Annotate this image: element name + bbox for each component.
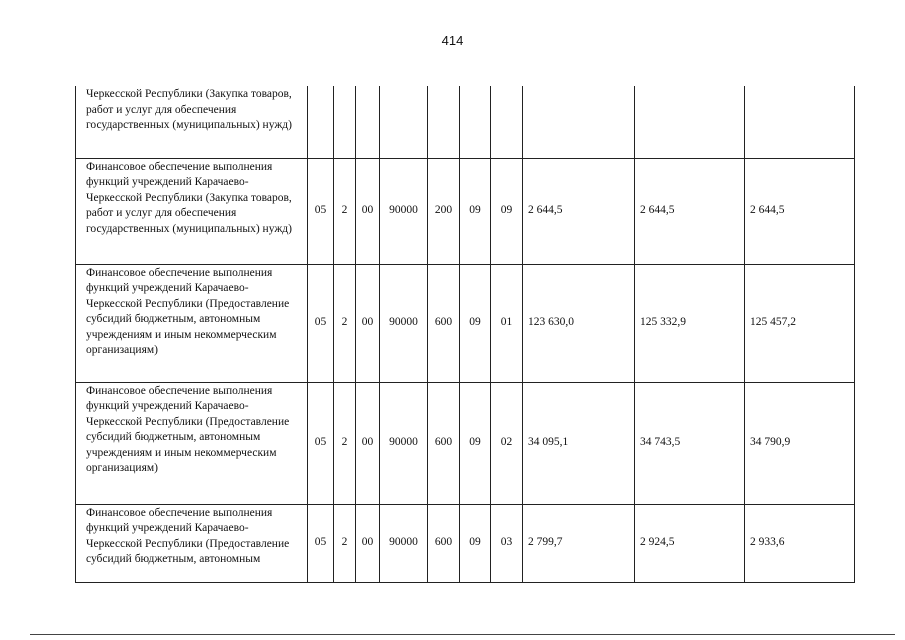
value-year-1: 2 799,7: [523, 504, 635, 582]
code-program: 2: [334, 382, 356, 504]
value-year-3: 2 933,6: [745, 504, 855, 582]
bottom-rule: [30, 634, 895, 635]
code-razdel: 09: [460, 158, 491, 264]
table-row: [76, 158, 855, 264]
value-year-3: [745, 86, 855, 158]
value-year-3: 2 644,5: [745, 158, 855, 264]
code-direction: 90000: [380, 158, 428, 264]
code-direction: 90000: [380, 504, 428, 582]
value-year-2: [635, 86, 745, 158]
code-section: [308, 86, 334, 158]
budget-table: [75, 86, 855, 583]
page-number: 414: [441, 33, 464, 48]
code-direction: 90000: [380, 382, 428, 504]
code-razdel: 09: [460, 504, 491, 582]
table-row: [76, 86, 855, 158]
code-subprogram: 00: [356, 382, 380, 504]
value-year-3: 34 790,9: [745, 382, 855, 504]
code-subprogram: 00: [356, 264, 380, 382]
value-year-2: 2 924,5: [635, 504, 745, 582]
table-row: [76, 504, 855, 582]
code-program: 2: [334, 504, 356, 582]
value-year-1: 34 095,1: [523, 382, 635, 504]
table-row: [76, 264, 855, 382]
code-subprogram: [356, 86, 380, 158]
code-program: [334, 86, 356, 158]
code-program: 2: [334, 158, 356, 264]
row-description: Финансовое обеспечение выполнения функций учреждений Карачаево-Черкесской Республики (Предоставление субсидий бюджетным, автономным учреждениям и иным некоммерческим организациям): [76, 264, 308, 382]
row-description: Черкесской Республики (Закупка товаров, работ и услуг для обеспечения государственных (муниципальных) нужд): [76, 86, 308, 158]
code-section: 05: [308, 158, 334, 264]
code-direction: [380, 86, 428, 158]
code-podrazdel: 09: [491, 158, 523, 264]
code-subprogram: 00: [356, 158, 380, 264]
code-expense-type: 600: [428, 264, 460, 382]
code-section: 05: [308, 382, 334, 504]
code-expense-type: 600: [428, 382, 460, 504]
code-podrazdel: 03: [491, 504, 523, 582]
code-razdel: 09: [460, 382, 491, 504]
table-row: [76, 382, 855, 504]
code-podrazdel: 01: [491, 264, 523, 382]
code-podrazdel: [491, 86, 523, 158]
value-year-2: 34 743,5: [635, 382, 745, 504]
row-description: Финансовое обеспечение выполнения функций учреждений Карачаево-Черкесской Республики (Предоставление субсидий бюджетным, автономным: [76, 504, 308, 582]
code-program: 2: [334, 264, 356, 382]
code-razdel: 09: [460, 264, 491, 382]
code-podrazdel: 02: [491, 382, 523, 504]
code-direction: 90000: [380, 264, 428, 382]
code-expense-type: [428, 86, 460, 158]
value-year-2: 2 644,5: [635, 158, 745, 264]
code-section: 05: [308, 504, 334, 582]
value-year-1: 123 630,0: [523, 264, 635, 382]
value-year-1: 2 644,5: [523, 158, 635, 264]
code-expense-type: 600: [428, 504, 460, 582]
value-year-3: 125 457,2: [745, 264, 855, 382]
value-year-2: 125 332,9: [635, 264, 745, 382]
value-year-1: [523, 86, 635, 158]
code-expense-type: 200: [428, 158, 460, 264]
row-description: Финансовое обеспечение выполнения функций учреждений Карачаево-Черкесской Республики (Закупка товаров, работ и услуг для обеспечения государственных (муниципальных) нужд): [76, 158, 308, 264]
code-subprogram: 00: [356, 504, 380, 582]
code-razdel: [460, 86, 491, 158]
code-section: 05: [308, 264, 334, 382]
row-description: Финансовое обеспечение выполнения функций учреждений Карачаево-Черкесской Республики (Предоставление субсидий бюджетным, автономным учреждениям и иным некоммерческим организациям): [76, 382, 308, 504]
